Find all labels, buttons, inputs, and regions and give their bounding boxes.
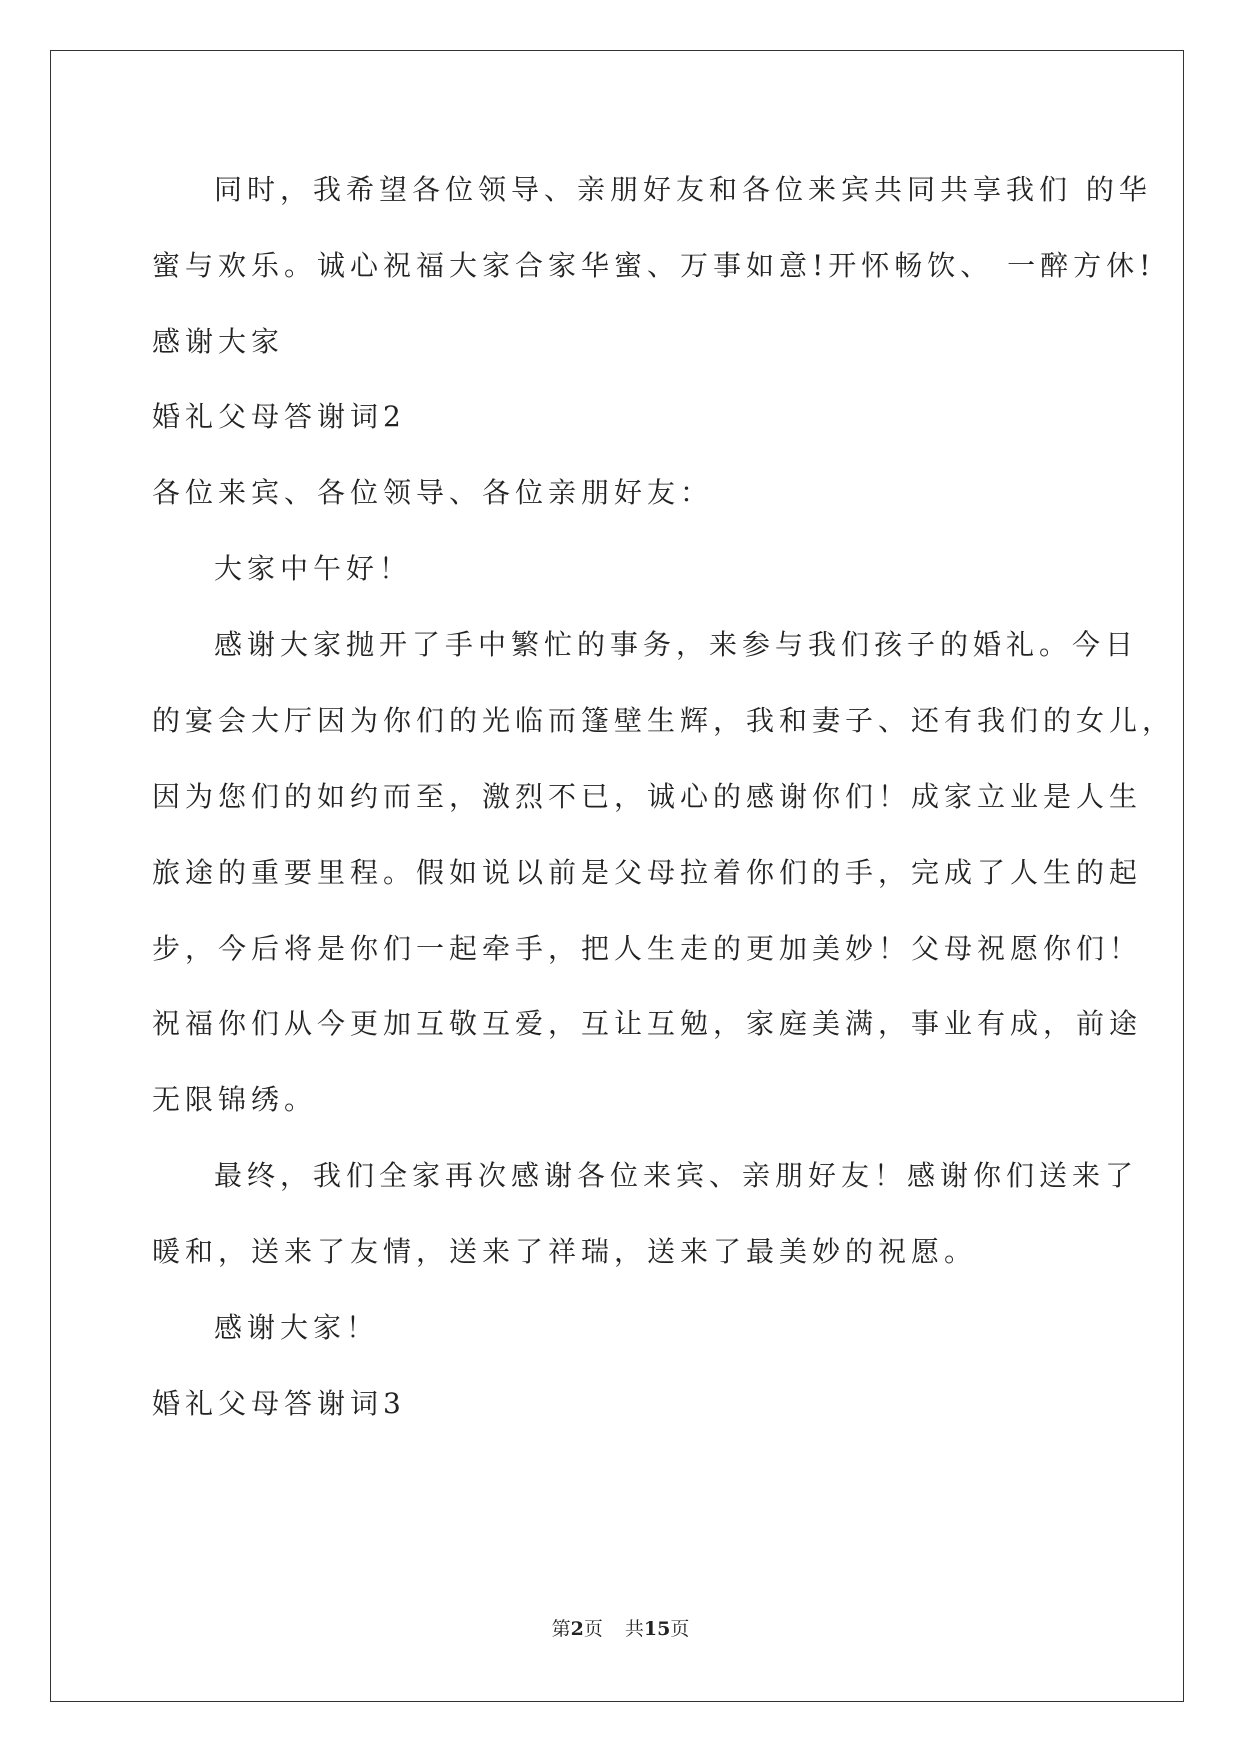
greeting: 大家中午好！ [214, 552, 413, 585]
closing-thanks: 感谢大家！ [214, 1311, 380, 1344]
paragraph-line: 蜜与欢乐。诚心祝福大家合家华蜜、万事如意!开怀畅饮、 一醉方休! [152, 249, 1156, 282]
paragraph-line: 感谢大家 [152, 325, 285, 358]
paragraph-line: 因为您们的如约而至，激烈不已，诚心的感谢你们！成家立业是人生 [152, 780, 1143, 813]
page-footer [0, 1617, 1241, 1641]
paragraph-line: 同时，我希望各位领导、亲朋好友和各位来宾共同共享我们 的华 [214, 173, 1152, 206]
paragraph-line: 最终，我们全家再次感谢各位来宾、亲朋好友！感谢你们送来了 [214, 1159, 1139, 1192]
paragraph-line: 旅途的重要里程。假如说以前是父母拉着你们的手，完成了人生的起 [152, 856, 1143, 889]
total-pages: 15 [643, 1618, 671, 1640]
section-heading: 婚礼父母答谢词3 [152, 1387, 406, 1420]
paragraph-line: 步，今后将是你们一起牵手，把人生走的更加美妙！父母祝愿你们！ [152, 932, 1143, 965]
total-suffix: 页 [670, 1618, 690, 1640]
paragraph-line: 无限锦绣。 [152, 1083, 318, 1116]
paragraph-line: 的宴会大厅因为你们的光临而篷壁生辉，我和妻子、还有我们的女儿， [152, 704, 1176, 737]
paragraph-line: 祝福你们从今更加互敬互爱，互让互勉，家庭美满，事业有成，前途 [152, 1007, 1143, 1040]
page-number: 2 [570, 1618, 584, 1640]
paragraph-line: 暖和，送来了友情，送来了祥瑞，送来了最美妙的祝愿。 [152, 1235, 978, 1268]
salutation: 各位来宾、各位领导、各位亲朋好友： [152, 476, 714, 509]
page-prefix: 第 [551, 1618, 571, 1640]
page-suffix: 页 [583, 1618, 603, 1640]
section-heading: 婚礼父母答谢词2 [152, 400, 406, 433]
total-prefix: 共 [624, 1618, 644, 1640]
paragraph-line: 感谢大家抛开了手中繁忙的事务，来参与我们孩子的婚礼。今日 [214, 628, 1139, 661]
